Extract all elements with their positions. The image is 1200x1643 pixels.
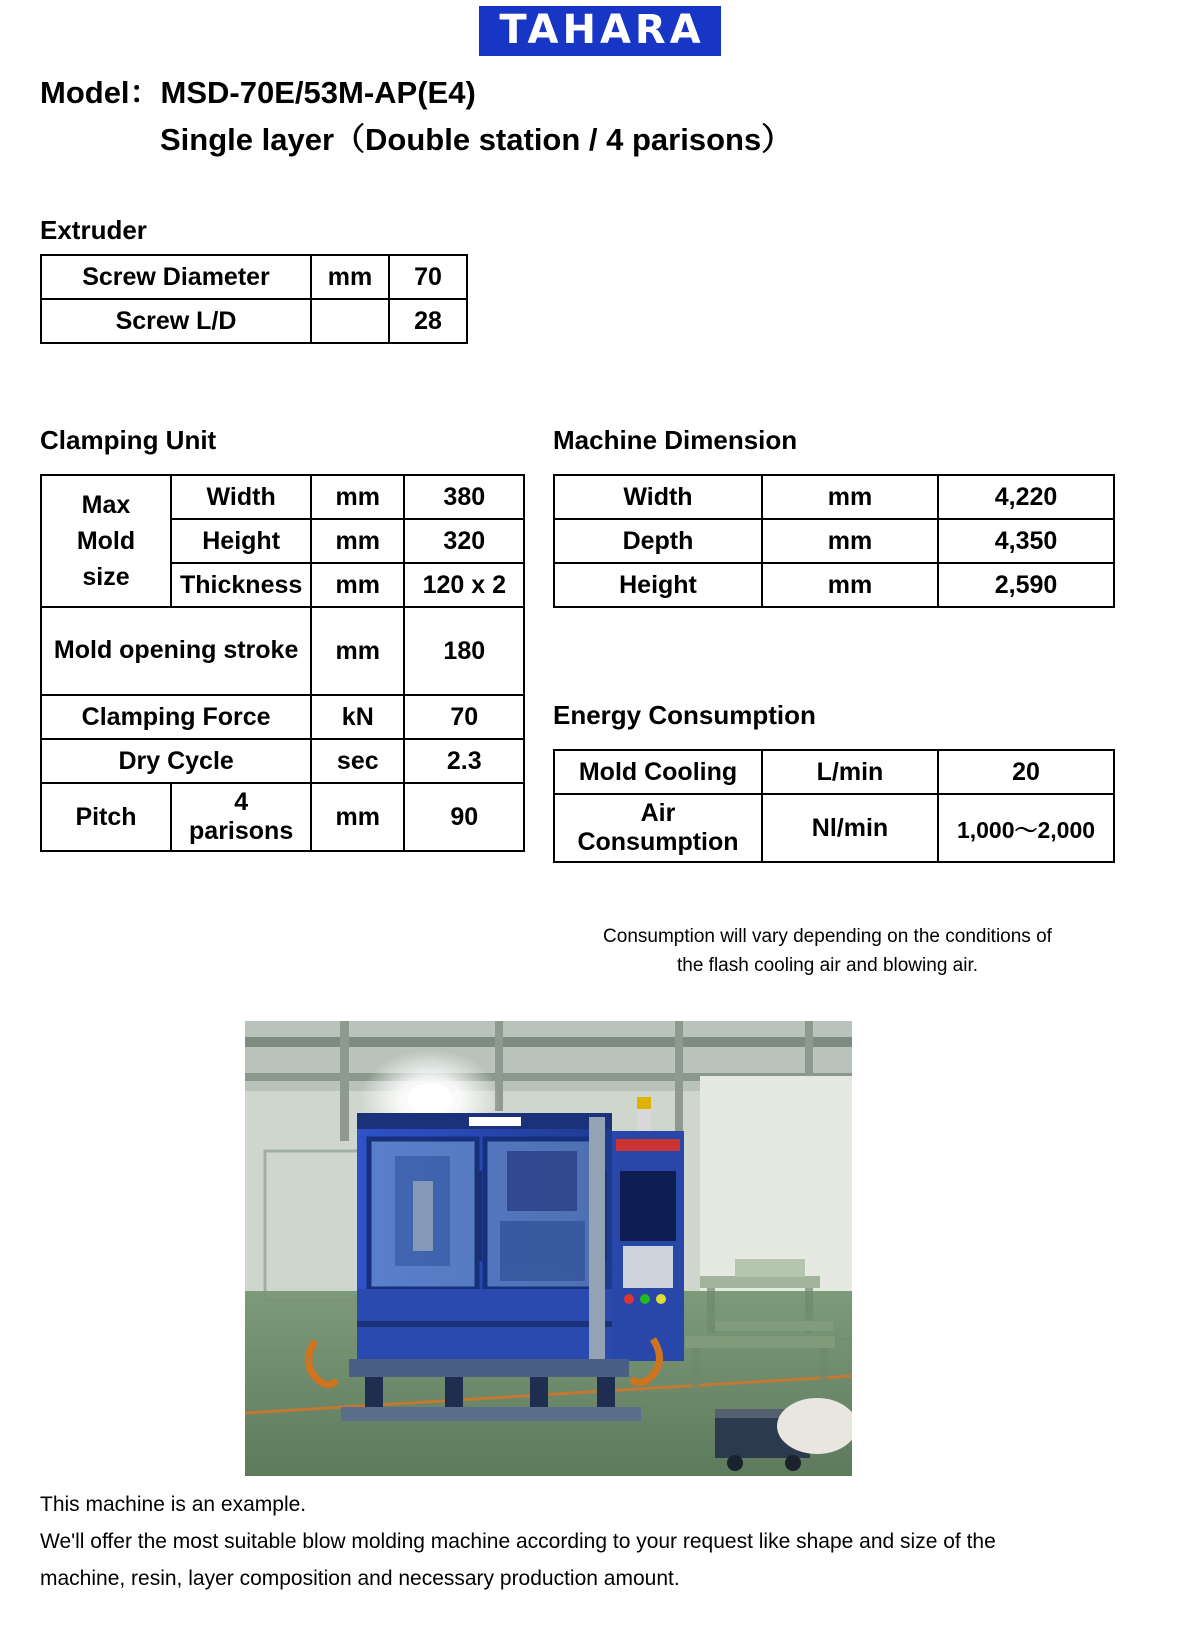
mold-cooling-unit: L/min xyxy=(762,750,938,794)
mold-opening-stroke-label: Mold opening stroke xyxy=(41,607,311,695)
clamping-unit-heading: Clamping Unit xyxy=(40,425,217,455)
table-row xyxy=(554,519,1114,563)
dry-cycle-unit: sec xyxy=(311,739,404,783)
mold-width-unit: mm xyxy=(311,475,404,519)
clamping-force-value: 70 xyxy=(404,695,524,739)
max-mold-size-label xyxy=(41,475,171,607)
table-row xyxy=(41,695,524,739)
table-row xyxy=(41,299,467,343)
energy-note-line2: the flash cooling air and blowing air. xyxy=(676,955,979,977)
mold-thickness-value: 120 x 2 xyxy=(404,563,524,607)
mold-thickness-label: Thickness xyxy=(171,563,311,607)
model-title: Model：MSD-70E/53M-AP(E4) xyxy=(40,75,476,110)
pitch-value: 90 xyxy=(404,783,524,851)
extruder-screw-ld-value: 28 xyxy=(389,299,467,343)
page-title xyxy=(0,74,1200,160)
model-subtitle: Single layer（Double station / 4 parisons） xyxy=(160,121,793,157)
table-row xyxy=(41,783,524,851)
mold-thickness-unit: mm xyxy=(311,563,404,607)
mold-width-label: Width xyxy=(171,475,311,519)
extruder-screw-diameter-unit: mm xyxy=(311,255,389,299)
machine-dimension-table xyxy=(553,474,1115,608)
air-consumption-unit: Nl/min xyxy=(762,794,938,862)
machine-dimension-heading: Machine Dimension xyxy=(553,425,798,455)
mold-height-label: Height xyxy=(171,519,311,563)
dimension-width-label: Width xyxy=(554,475,762,519)
footer-line1: This machine is an example. xyxy=(40,1493,307,1516)
max-mold-size-line2: Mold xyxy=(76,526,136,555)
mold-width-value: 380 xyxy=(404,475,524,519)
table-row xyxy=(41,607,524,695)
dimension-width-value: 4,220 xyxy=(938,475,1114,519)
dimension-depth-label: Depth xyxy=(554,519,762,563)
clamping-unit-table xyxy=(40,474,525,852)
mold-cooling-label: Mold Cooling xyxy=(554,750,762,794)
machine-dimension-section xyxy=(553,425,1115,608)
energy-note-line1: Consumption will vary depending on the conditions of xyxy=(603,926,1052,947)
dimension-height-label: Height xyxy=(554,563,762,607)
table-row xyxy=(41,739,524,783)
table-row xyxy=(554,794,1114,862)
energy-consumption-heading: Energy Consumption xyxy=(553,700,816,730)
pitch-unit: mm xyxy=(311,783,404,851)
mold-opening-stroke-unit: mm xyxy=(311,607,404,695)
dimension-depth-value: 4,350 xyxy=(938,519,1114,563)
footer-line3: machine, resin, layer composition and necessary production amount. xyxy=(40,1566,680,1590)
energy-note xyxy=(545,922,1110,981)
table-row xyxy=(554,750,1114,794)
dry-cycle-label: Dry Cycle xyxy=(41,739,311,783)
tahara-logo: TAHARA xyxy=(479,6,720,56)
extruder-table xyxy=(40,254,468,344)
mold-height-unit: mm xyxy=(311,519,404,563)
machine-photo-illustration xyxy=(245,1021,852,1476)
clamping-force-unit: kN xyxy=(311,695,404,739)
footer-note xyxy=(40,1487,1160,1597)
machine-photo xyxy=(245,1021,852,1476)
extruder-screw-ld-unit xyxy=(311,299,389,343)
mold-opening-stroke-value: 180 xyxy=(404,607,524,695)
air-consumption-value: 1,000～2,000 xyxy=(938,794,1114,862)
pitch-label: Pitch xyxy=(41,783,171,851)
clamping-unit-section xyxy=(40,425,525,852)
dimension-depth-unit: mm xyxy=(762,519,938,563)
max-mold-size-line1: Max xyxy=(81,490,131,519)
pitch-parisons-label: 4 parisons xyxy=(171,783,311,851)
table-row xyxy=(41,255,467,299)
dry-cycle-value: 2.3 xyxy=(404,739,524,783)
extruder-section xyxy=(40,215,468,344)
dimension-width-unit: mm xyxy=(762,475,938,519)
max-mold-size-line3: size xyxy=(82,563,130,592)
extruder-heading: Extruder xyxy=(40,215,147,245)
extruder-screw-ld-label: Screw L/D xyxy=(41,299,311,343)
logo-container xyxy=(0,0,1200,56)
extruder-screw-diameter-label: Screw Diameter xyxy=(41,255,311,299)
extruder-screw-diameter-value: 70 xyxy=(389,255,467,299)
mold-cooling-value: 20 xyxy=(938,750,1114,794)
table-row xyxy=(41,475,524,519)
energy-consumption-section xyxy=(553,700,1115,863)
table-row xyxy=(554,475,1114,519)
dimension-height-unit: mm xyxy=(762,563,938,607)
footer-line2: We'll offer the most suitable blow molding machine according to your request like shape and size of the xyxy=(40,1529,996,1553)
mold-height-value: 320 xyxy=(404,519,524,563)
energy-consumption-table xyxy=(553,749,1115,863)
air-consumption-label: Air Consumption xyxy=(554,794,762,862)
table-row xyxy=(554,563,1114,607)
dimension-height-value: 2,590 xyxy=(938,563,1114,607)
clamping-force-label: Clamping Force xyxy=(41,695,311,739)
